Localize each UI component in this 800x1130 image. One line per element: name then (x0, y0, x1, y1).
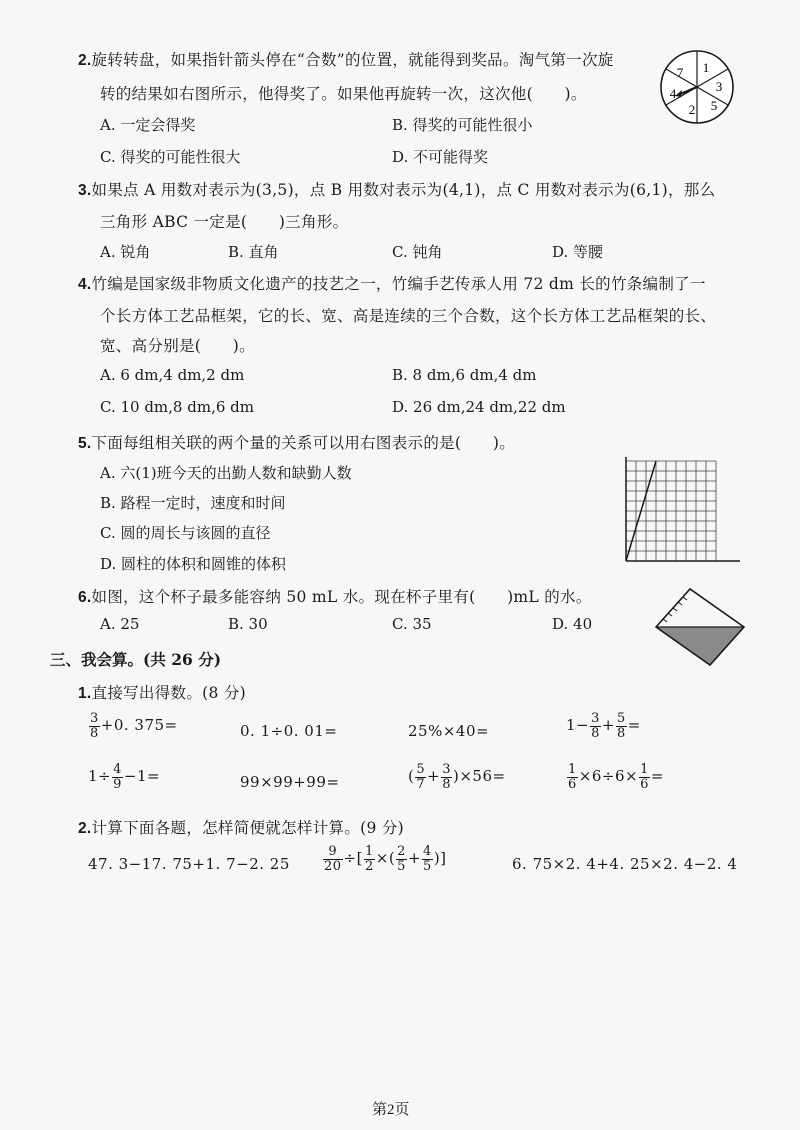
fraction: $\frac{1}{6}$ (568, 762, 577, 792)
calc-row2-c: ( $\frac{5}{7}$ + $\frac{3}{8}$ )×56= (408, 762, 506, 792)
wheel-number-1: 1 (702, 60, 710, 75)
q3-line1: 3.如果点 A 用数对表示为(3,5)，点 B 用数对表示为(4,1)，点 C 用数对表示为(6,1)，那么 (78, 181, 716, 199)
q4-line2: 个长方体工艺品框架，它的长、宽、高是连续的三个合数，这个长方体工艺品框架的长、 (100, 307, 717, 325)
q4-option-d[interactable]: D. 26 dm,24 dm,22 dm (392, 398, 566, 416)
q3-line2: 三角形 ABC 一定是( )三角形。 (100, 213, 349, 231)
q5-line1: 5.下面每组相关联的两个量的关系可以用右图表示的是( )。 (78, 434, 516, 452)
q5-option-d[interactable]: D. 圆柱的体积和圆锥的体积 (100, 555, 287, 573)
q3-number: 3. (78, 182, 92, 199)
q2-option-a[interactable]: A. 一定会得奖 (100, 116, 196, 134)
fraction: $\frac{5}{7}$ (416, 762, 426, 792)
wheel-number-3: 3 (715, 79, 723, 94)
p2-title-line: 2.计算下面各题，怎样简便就怎样计算。(9 分) (78, 819, 405, 837)
calc-row1-a: $\frac{3}{8}$ +0. 375= (90, 711, 178, 741)
fraction: $\frac{4}{5}$ (423, 844, 432, 874)
q5-option-b[interactable]: B. 路程一定时，速度和时间 (100, 494, 286, 512)
tilted-cup-figure (650, 585, 750, 667)
q6-number: 6. (78, 589, 92, 606)
grid-line-graph-figure (620, 455, 742, 567)
calc-row2-d: $\frac{1}{6}$ ×6÷6× $\frac{1}{6}$ = (568, 762, 664, 792)
q3-option-c[interactable]: C. 钝角 (392, 243, 443, 261)
calc-row2-a: 1÷ $\frac{4}{9}$ −1= (88, 762, 161, 792)
q5-option-c[interactable]: C. 圆的周长与该圆的直径 (100, 524, 271, 542)
wheel-number-4: 4 (669, 86, 677, 101)
q4-option-b[interactable]: B. 8 dm,6 dm,4 dm (392, 366, 537, 384)
fraction: $\frac{4}{9}$ (113, 762, 122, 792)
fraction: $\frac{3}{8}$ (90, 711, 99, 741)
cup-water (656, 627, 744, 665)
q2-option-d[interactable]: D. 不可能得奖 (392, 148, 489, 166)
calc-expression-3: 6. 75×2. 4+4. 25×2. 4−2. 4 (512, 855, 738, 873)
calc-row1-d: 1− $\frac{3}{8}$ + $\frac{5}{8}$ = (566, 711, 641, 741)
calc-expression-2: $\frac{9}{20}$ ÷[ $\frac{1}{2}$ ×( $\frac{2}{5}$ + $\frac{4}{5}$ )] (324, 844, 447, 874)
q6-option-c[interactable]: C. 35 (392, 615, 432, 633)
q2-line1: 2.旋转转盘，如果指针箭头停在“合数”的位置，就能得到奖品。淘气第一次旋 (78, 51, 614, 69)
fraction: $\frac{3}{8}$ (442, 762, 451, 792)
wheel-number-2: 2 (688, 102, 696, 117)
p2-number: 2. (78, 820, 92, 837)
wheel-number-5: 5 (710, 98, 718, 113)
fraction: $\frac{5}{8}$ (616, 711, 626, 741)
page-number: 第2页 (372, 1102, 410, 1118)
p1-number: 1. (78, 685, 92, 702)
q4-line3: 宽、高分别是( )。 (100, 337, 255, 355)
calc-row1-b: 0. 1÷0. 01= (240, 722, 338, 740)
q6-option-a[interactable]: A. 25 (100, 615, 140, 633)
wheel-number-7: 7 (676, 65, 684, 80)
q4-number: 4. (78, 276, 92, 293)
calc-expression-1: 47. 3−17. 75+1. 7−2. 25 (88, 855, 290, 873)
q4-option-a[interactable]: A. 6 dm,4 dm,2 dm (100, 366, 245, 384)
q5-number: 5. (78, 435, 92, 452)
fraction: $\frac{1}{2}$ (364, 844, 374, 874)
q5-option-a[interactable]: A. 六(1)班今天的出勤人数和缺勤人数 (100, 464, 352, 482)
fraction: $\frac{1}{6}$ (640, 762, 649, 792)
q4-option-c[interactable]: C. 10 dm,8 dm,6 dm (100, 398, 254, 416)
calc-row1-c: 25%×40= (408, 722, 490, 740)
spinner-wheel-figure (658, 48, 736, 126)
fraction: $\frac{2}{5}$ (397, 844, 406, 874)
p1-title-line: 1.直接写出得数。(8 分) (78, 684, 247, 702)
cup-scale-marks (663, 597, 687, 622)
q3-option-d[interactable]: D. 等腰 (552, 243, 604, 261)
fraction: $\frac{9}{20}$ (324, 844, 342, 874)
q4-line1: 4.竹编是国家级非物质文化遗产的技艺之一，竹编手艺传承人用 72 dm 长的竹条编制了一 (78, 275, 706, 293)
q3-option-a[interactable]: A. 锐角 (100, 243, 151, 261)
q2-line2: 转的结果如右图所示，他得奖了。如果他再旋转一次，这次他( )。 (100, 85, 587, 103)
q6-line1: 6.如图，这个杯子最多能容纳 50 mL 水。现在杯子里有( )mL 的水。 (78, 588, 592, 606)
section-3-title: 三、我会算。(共 26 分) (50, 650, 222, 669)
q2-number: 2. (78, 52, 92, 69)
calc-row2-b: 99×99+99= (240, 773, 340, 791)
fraction: $\frac{3}{8}$ (591, 711, 600, 741)
q6-option-d[interactable]: D. 40 (552, 615, 593, 633)
q6-option-b[interactable]: B. 30 (228, 615, 268, 633)
q2-option-c[interactable]: C. 得奖的可能性很大 (100, 148, 241, 166)
q2-option-b[interactable]: B. 得奖的可能性很小 (392, 116, 533, 134)
q3-option-b[interactable]: B. 直角 (228, 243, 279, 261)
